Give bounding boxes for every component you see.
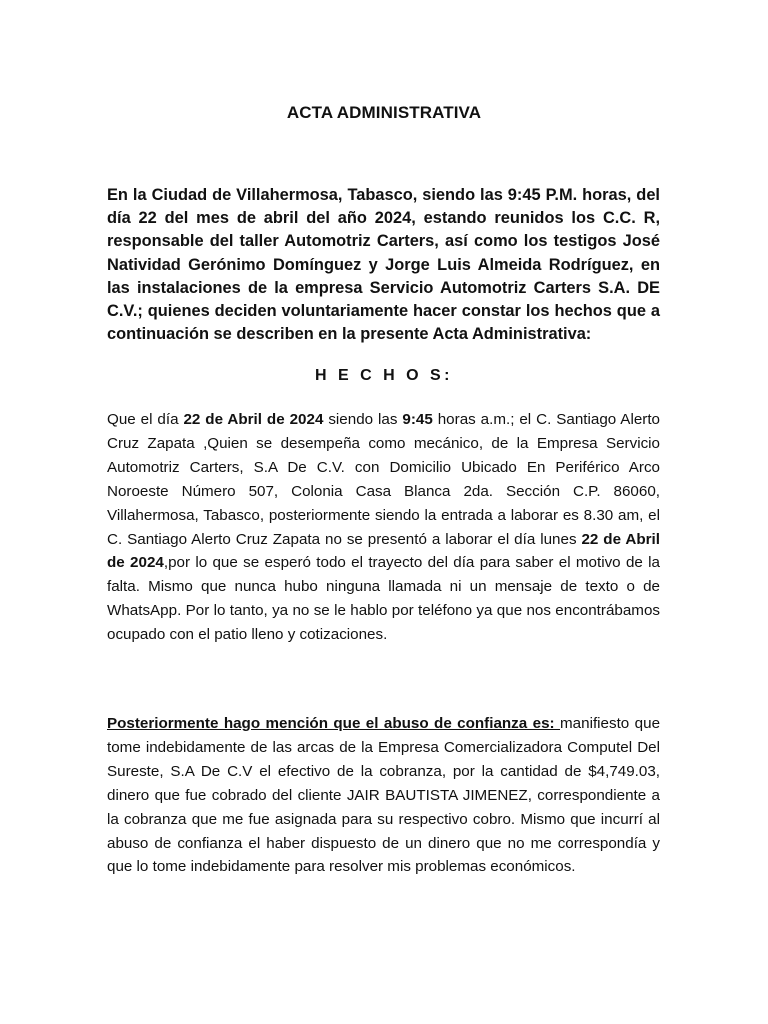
paragraph-text: manifiesto que tome indebidamente de las arcas de la Empresa Comercializadora Computel Del Sureste, S.A De C.V el efectivo de la cobranza, por la cantidad de $4,749.03, dinero que fue cobrado del cliente JAIR BAUTISTA JIMENEZ, correspondiente a la cobranza que me fue asignada para su respectivo cobro. Mismo que incurrí al abuso de confianza el haber dispuesto de un dinero que no me correspondía y que lo tome indebidamente para resolver mis problemas económicos. — [107, 715, 661, 876]
paragraph-text: siendo las — [323, 411, 403, 428]
intro-paragraph: En la Ciudad de Villahermosa, Tabasco, siendo las 9:45 P.M. horas, del día 22 del mes de abril del año 2024, estando reunidos los C.C. R, responsable del taller Automotriz Carters, así como los testigos José Natividad Gerónimo Domínguez y Jorge Luis Almeida Rodríguez, en las instalaciones de la empresa Servicio Automotriz Carters S.A. DE C.V.; quienes deciden voluntariamente hacer constar los hechos que a continuación se describen en la presente Acta Administrativa: — [107, 186, 660, 344]
document-title: ACTA ADMINISTRATIVA — [286, 103, 482, 122]
paragraph-text: ,por lo que se esperó todo el trayecto del día para saber el motivo de la falta. Mismo que nunca hubo ninguna llamada ni un mensaje de texto o de WhatsApp. Por lo tanto, ya no se le hablo por teléfono ya que nos encontrábamos ocupado con el patio lleno y cotizaciones. — [107, 554, 660, 644]
paragraph-text: Que el día — [107, 411, 184, 428]
hechos-heading: H E C H O S: — [314, 367, 453, 384]
bold-date: 22 de Abril de 2024 — [107, 530, 661, 572]
hechos-paragraph — [107, 408, 660, 647]
abuse-heading: Posteriormente hago mención que el abuso de confianza es: — [107, 715, 561, 732]
bold-date: 22 de Abril de 2024 — [183, 411, 324, 428]
bold-time: 9:45 — [402, 411, 433, 428]
paragraph-text: horas a.m.; el C. Santiago Alerto Cruz Zapata ,Quien se desempeña como mecánico, de la Empresa Servicio Automotriz Carters, S.A De C.V. con Domicilio Ubicado En Periférico Arco Noroeste Número 507, Colonia Casa Blanca 2da. Sección C.P. 86060, Villahermosa, Tabasco, posteriormente siendo la entrada a laborar es 8.30 am, el C. Santiago Alerto Cruz Zapata no se presentó a laborar el día lunes — [107, 411, 660, 548]
abuse-paragraph — [107, 712, 660, 879]
